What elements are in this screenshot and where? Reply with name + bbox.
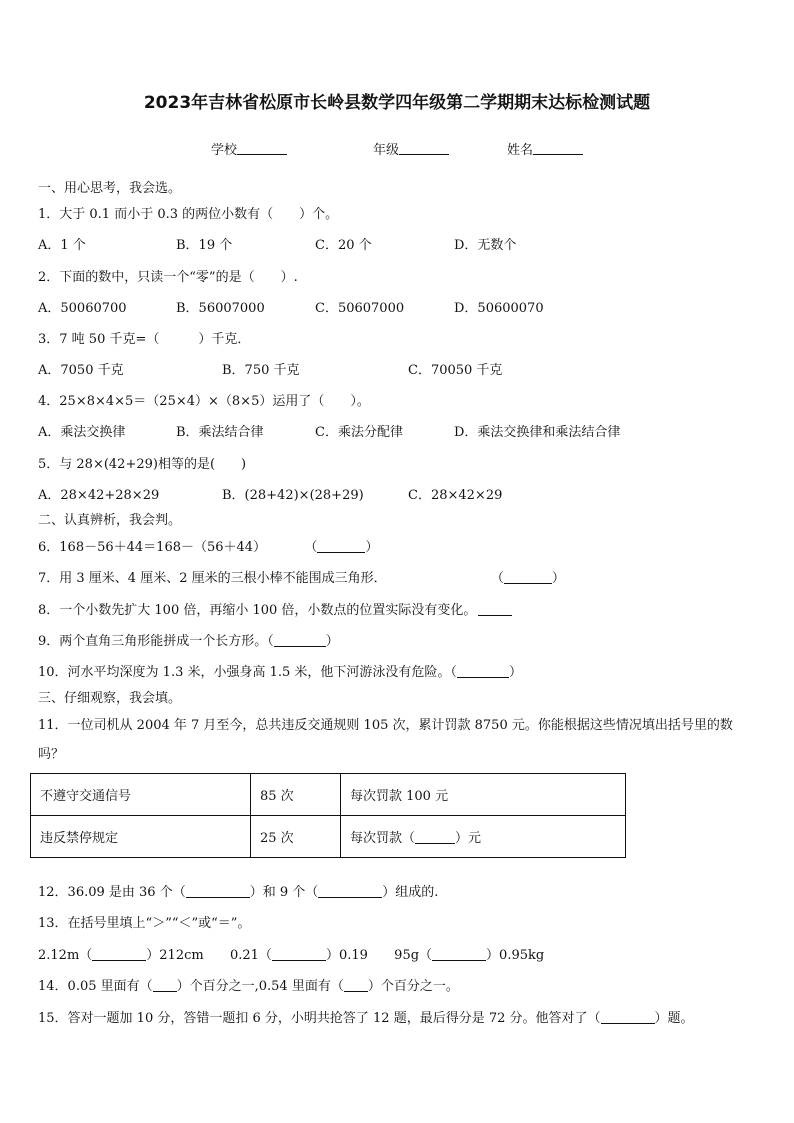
q3-option-b[interactable]: B．750 千克 [222, 363, 300, 378]
table-cell: 违反禁停规定 [31, 816, 251, 858]
q13-item-3-right: ）0.95kg [486, 948, 545, 963]
q13-blank-3[interactable] [432, 947, 486, 961]
q13-item-1-left: 2.12m（ [38, 948, 93, 963]
table-cell: 每次罚款 100 元 [341, 774, 626, 816]
question-8 [38, 602, 512, 620]
q15-blank[interactable] [601, 1010, 655, 1024]
q14-blank-2[interactable] [344, 978, 368, 992]
question-4-stem: 4．25×8×4×5＝（25×4）×（8×5）运用了（ ）。 [38, 394, 370, 409]
q12-blank-2[interactable] [318, 884, 382, 898]
question-1-stem: 1．大于 0.1 而小于 0.3 的两位小数有（ ）个。 [38, 207, 339, 222]
grade-label: 年级 [373, 143, 400, 158]
grade-blank[interactable] [399, 140, 449, 155]
q5-option-c[interactable]: C．28×42×29 [408, 488, 503, 503]
q2-option-a[interactable]: A．50060700 [38, 301, 127, 316]
q10-answer-blank[interactable] [457, 664, 509, 678]
question-12 [38, 884, 438, 902]
table-cell: 不遵守交通信号 [31, 774, 251, 816]
q14-part1: 14．0.05 里面有（ [38, 979, 153, 994]
section-heading-2: 二、认真辨析，我会判。 [38, 513, 182, 528]
q8-answer-blank[interactable] [478, 602, 512, 616]
q7-stem: 7．用 3 厘米、4 厘米、2 厘米的三根小棒不能围成三角形． [38, 571, 387, 586]
question-10 [38, 664, 522, 682]
table-cell [341, 816, 626, 858]
q10-close: ） [508, 665, 522, 680]
q1-option-b[interactable]: B．19 个 [176, 238, 233, 253]
q13-item-1-right: ）212cm [146, 948, 204, 963]
question-11-stem-line2: 吗？ [38, 747, 65, 762]
q11-fine-prefix: 每次罚款（ [350, 831, 416, 846]
table-cell: 25 次 [251, 816, 341, 858]
table-row [31, 774, 626, 816]
question-14 [38, 978, 459, 996]
q11-fine-blank[interactable] [415, 830, 455, 844]
q9-answer-blank[interactable] [274, 633, 326, 647]
q13-blank-1[interactable] [92, 947, 146, 961]
name-field[interactable] [507, 139, 583, 158]
q2-option-c[interactable]: C．50607000 [315, 301, 405, 316]
q8-stem: 8．一个小数先扩大 100 倍，再缩小 100 倍，小数点的位置实际没有变化。 [38, 603, 477, 618]
question-6 [38, 539, 378, 557]
q15-part1: 15．答对一题加 10 分，答错一题扣 6 分，小明共抢答了 12 题，最后得分是 72 分。他答对了（ [38, 1011, 601, 1026]
q1-option-d[interactable]: D．无数个 [454, 238, 517, 253]
q13-item-2-left: 0.21（ [229, 948, 272, 963]
question-9 [38, 633, 339, 651]
q7-open: （ [490, 571, 504, 586]
q10-stem: 10．河水平均深度为 1.3 米，小强身高 1.5 米，他下河游泳没有危险。 [38, 665, 451, 680]
q3-option-c[interactable]: C．70050 千克 [408, 363, 503, 378]
q9-open: （ [267, 634, 274, 649]
school-label: 学校 [211, 143, 238, 158]
question-3-stem: 3．7 吨 50 千克=（ ）千克． [38, 332, 251, 347]
question-7 [38, 570, 565, 588]
q4-option-b[interactable]: B．乘法结合律 [176, 425, 264, 440]
q12-part1: 12．36.09 是由 36 个（ [38, 885, 186, 900]
school-blank[interactable] [237, 140, 287, 155]
question-13-stem: 13．在括号里填上“＞”“＜”或“＝”。 [38, 916, 251, 931]
section-heading-1: 一、用心思考，我会选。 [38, 181, 182, 196]
q7-answer-blank[interactable] [504, 570, 552, 584]
q5-option-a[interactable]: A．28×42+28×29 [38, 488, 160, 503]
q6-answer-blank[interactable] [317, 539, 365, 553]
table-cell: 85 次 [251, 774, 341, 816]
q6-close: ） [365, 540, 379, 555]
q4-option-d[interactable]: D．乘法交换律和乘法结合律 [454, 425, 621, 440]
school-field[interactable] [211, 139, 287, 158]
q3-option-a[interactable]: A．7050 千克 [38, 363, 124, 378]
grade-field[interactable] [373, 139, 449, 158]
q12-blank-1[interactable] [186, 884, 250, 898]
q11-fine-suffix: ）元 [455, 831, 482, 846]
question-13-items [38, 947, 544, 965]
name-blank[interactable] [533, 140, 583, 155]
q6-open: （ [304, 540, 318, 555]
q1-option-a[interactable]: A．1 个 [38, 238, 86, 253]
q15-part2: ）题。 [654, 1011, 694, 1026]
q13-item-3-left: 95g（ [394, 948, 433, 963]
q11-table [30, 773, 626, 858]
q2-option-d[interactable]: D．50600070 [454, 301, 544, 316]
q9-close: ） [325, 634, 339, 649]
q2-option-b[interactable]: B．56007000 [176, 301, 265, 316]
question-11-stem-line1: 11．一位司机从 2004 年 7 月至今，总共违反交通规则 105 次，累计罚款 8750 元。你能根据这些情况填出括号里的数 [38, 718, 733, 733]
section-heading-3: 三、仔细观察，我会填。 [38, 691, 182, 706]
q13-item-2-right: ）0.19 [325, 948, 368, 963]
question-2-stem: 2．下面的数中，只读一个“零”的是（ ）. [38, 270, 298, 285]
q14-blank-1[interactable] [153, 978, 177, 992]
q12-part2: ）和 9 个（ [249, 885, 319, 900]
q9-stem: 9．两个直角三角形能拼成一个长方形。 [38, 634, 268, 649]
page-title: 2023年吉林省松原市长岭县数学四年级第二学期期末达标检测试题 [143, 93, 651, 113]
q13-blank-2[interactable] [272, 947, 326, 961]
q4-option-a[interactable]: A．乘法交换律 [38, 425, 126, 440]
q6-stem: 6．168－56＋44＝168－（56＋44） [38, 540, 267, 555]
q10-open: （ [450, 665, 457, 680]
name-label: 姓名 [507, 143, 534, 158]
q7-close: ） [551, 571, 565, 586]
q4-option-c[interactable]: C．乘法分配律 [315, 425, 403, 440]
q12-part3: ）组成的. [382, 885, 439, 900]
q14-part3: ）个百分之一。 [367, 979, 459, 994]
question-5-stem: 5．与 28×(42+29)相等的是( ) [38, 457, 247, 472]
question-15 [38, 1010, 694, 1028]
table-row [31, 816, 626, 858]
q1-option-c[interactable]: C．20 个 [315, 238, 372, 253]
q14-part2: ）个百分之一,0.54 里面有（ [176, 979, 344, 994]
q5-option-b[interactable]: B．(28+42)×(28+29) [222, 488, 364, 503]
